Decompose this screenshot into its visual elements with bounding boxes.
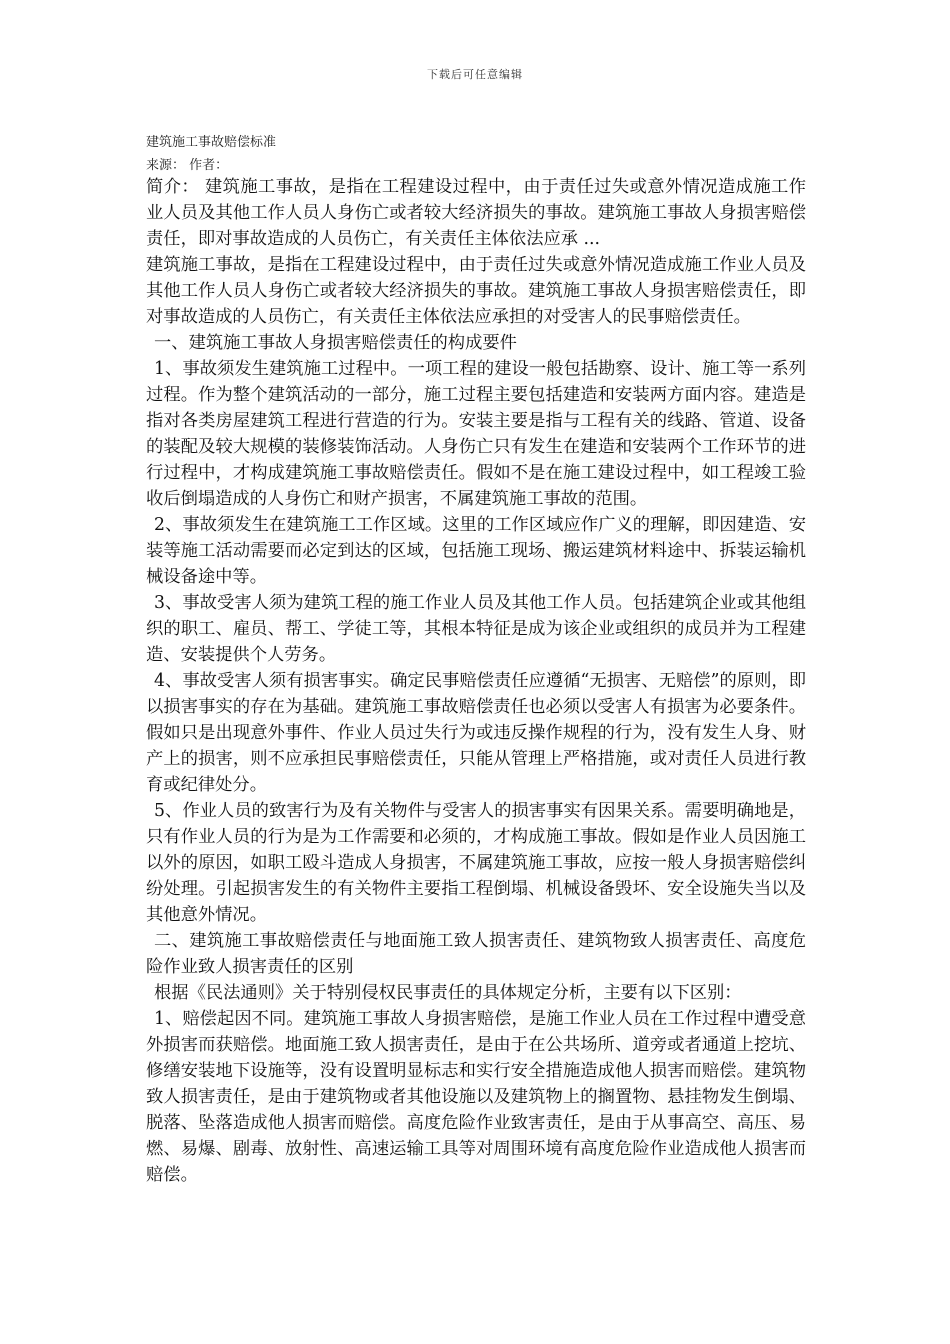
body-paragraph: 根据《民法通则》关于特别侵权民事责任的具体规定分析，主要有以下区别： bbox=[154, 983, 742, 1003]
body-paragraph: 1、事故须发生建筑施工过程中。一项工程的建设一般包括勘察、设计、施工等一系列过程。作为整个建筑活动的一部分，施工过程主要包括建造和安装两方面内容。建造是指对各类房屋建筑工程进行营造的行为。安装主要是指与工程有关的线路、管道、设备的装配及较大规模的装修装饰活动。人身伤亡只有发生在建造和安装两个工作环节的进行过程中，才构成建筑施工事故赔偿责任。假如不是在施工建设过程中，如工程竣工验收后倒塌造成的人身伤亡和财产损害，不属建筑施工事故的范围。 bbox=[146, 359, 806, 509]
body-paragraph: 5、作业人员的致害行为及有关物件与受害人的损害事实有因果关系。需要明确地是，只有作业人员的行为是为工作需要和必须的，才构成施工事故。假如是作业人员因施工以外的原因，如职工殴斗造成人身损害，不属建筑施工事故，应按一般人身损害赔偿纠纷处理。引起损害发生的有关物件主要指工程倒塌、机械设备毁坏、安全设施失当以及其他意外情况。 bbox=[146, 801, 806, 925]
body-paragraph: 2、事故须发生在建筑施工工作区域。这里的工作区域应作广义的理解，即因建造、安装等施工活动需要而必定到达的区域，包括施工现场、搬运建筑材料途中、拆装运输机械设备途中等。 bbox=[146, 515, 806, 587]
summary-paragraph: 简介： 建筑施工事故，是指在工程建设过程中，由于责任过失或意外情况造成施工作业人员及其他工作人员人身伤亡或者较大经济损失的事故。建筑施工事故人身损害赔偿责任，即对事故造成的人员伤亡，有关责任主体依法应承 ... bbox=[146, 177, 806, 249]
body-paragraph: 建筑施工事故，是指在工程建设过程中，由于责任过失或意外情况造成施工作业人员及其他工作人员人身伤亡或者较大经济损失的事故。建筑施工事故人身损害赔偿责任，即对事故造成的人员伤亡，有关责任主体依法应承担的对受害人的民事赔偿责任。 bbox=[146, 255, 806, 327]
source-author-line: 来源： 作者： bbox=[146, 158, 229, 173]
body-paragraph: 3、事故受害人须为建筑工程的施工作业人员及其他工作人员。包括建筑企业或其他组织的职工、雇员、帮工、学徒工等，其根本特征是成为该企业或组织的成员并为工程建造、安装提供个人劳务。 bbox=[146, 593, 806, 665]
page-header: 下载后可任意编辑 bbox=[427, 68, 523, 81]
section-heading-1: 一、建筑施工事故人身损害赔偿责任的构成要件 bbox=[154, 333, 517, 353]
body-paragraph: 1、赔偿起因不同。建筑施工事故人身损害赔偿，是施工作业人员在工作过程中遭受意外损害而获赔偿。地面施工致人损害责任，是由于在公共场所、道旁或者通道上挖坑、修缮安装地下设施等，没有设置明显标志和实行安全措施造成他人损害而赔偿。建筑物致人损害责任，是由于建筑物或者其他设施以及建筑物上的搁置物、悬挂物发生倒塌、脱落、坠落造成他人损害而赔偿。高度危险作业致害责任，是由于从事高空、高压、易燃、易爆、剧毒、放射性、高速运输工具等对周围环境有高度危险作业造成他人损害而赔偿。 bbox=[146, 1009, 806, 1185]
document-title: 建筑施工事故赔偿标准 bbox=[146, 135, 277, 150]
section-heading-2: 二、建筑施工事故赔偿责任与地面施工致人损害责任、建筑物致人损害责任、高度危险作业致人损害责任的区别 bbox=[146, 931, 806, 977]
document-body bbox=[146, 174, 806, 1188]
body-paragraph: 4、事故受害人须有损害事实。确定民事赔偿责任应遵循“无损害、无赔偿”的原则，即以损害事实的存在为基础。建筑施工事故赔偿责任也必须以受害人有损害为必要条件。假如只是出现意外事件、作业人员过失行为或违反操作规程的行为，没有发生人身、财产上的损害，则不应承担民事赔偿责任，只能从管理上严格措施，或对责任人员进行教育或纪律处分。 bbox=[146, 671, 806, 795]
